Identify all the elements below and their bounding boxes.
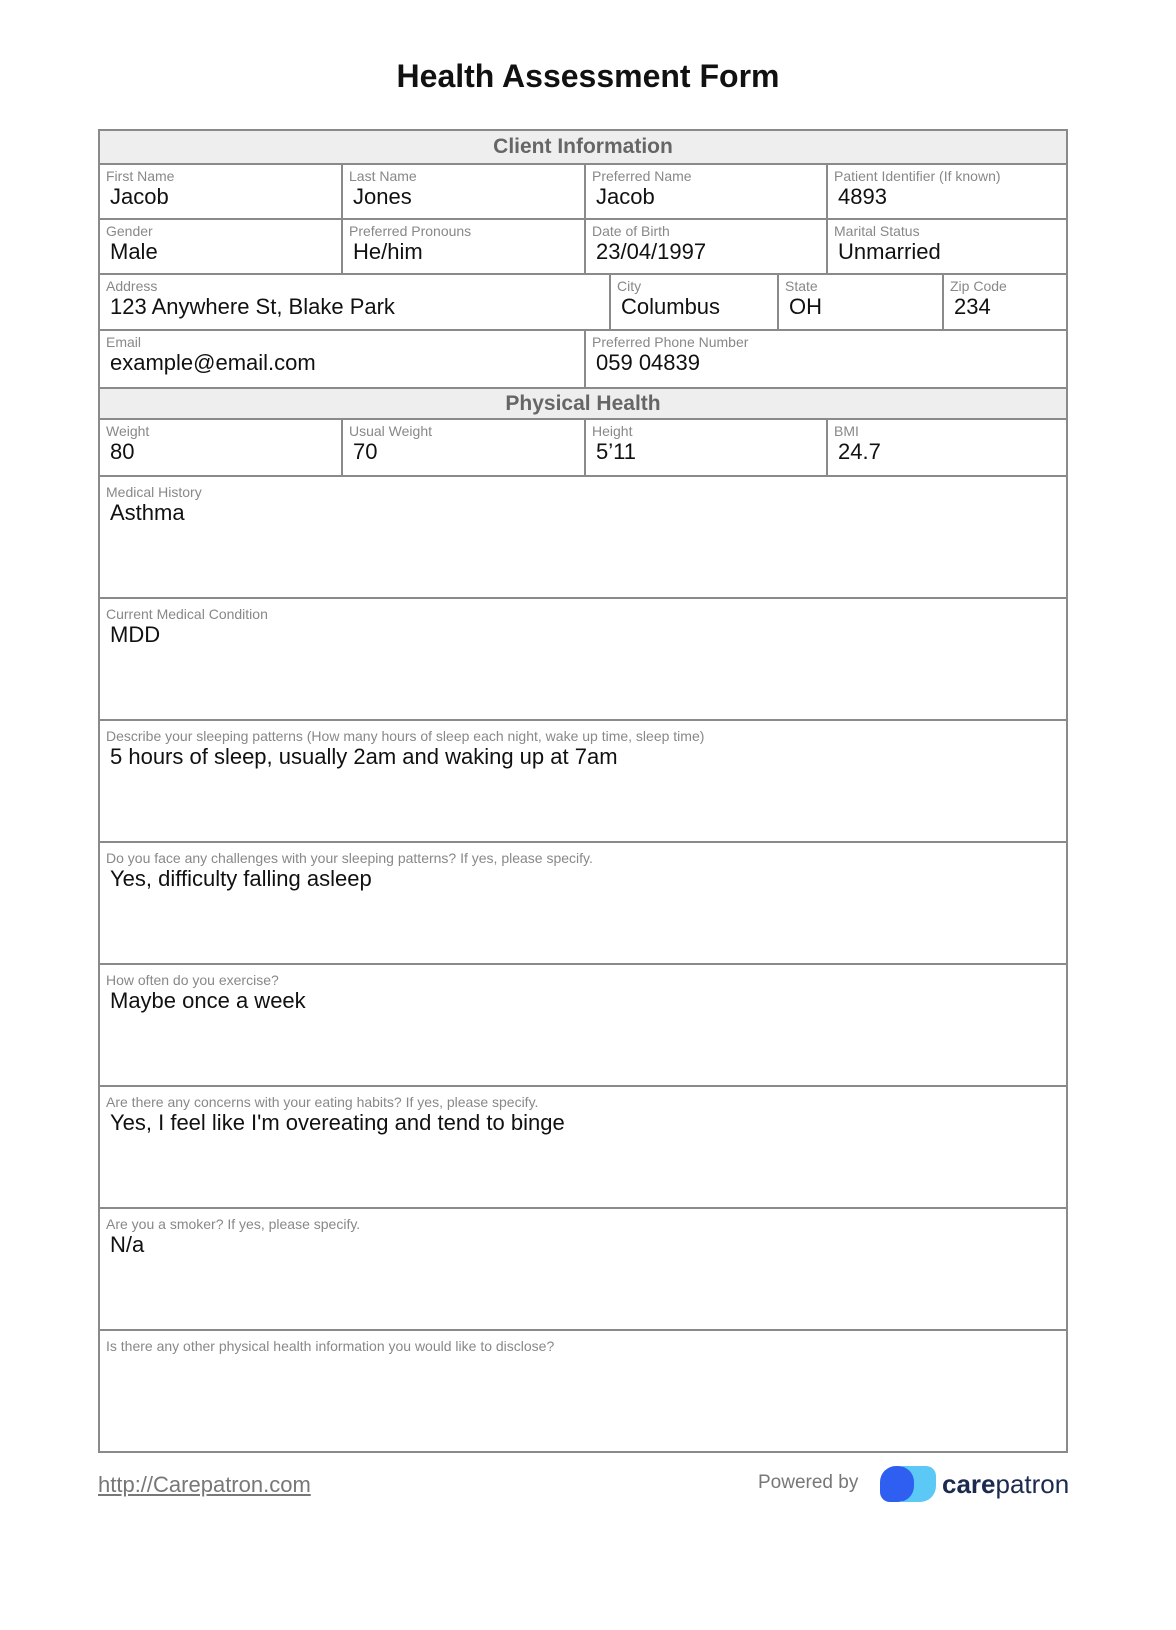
field-value: Maybe once a week	[110, 988, 306, 1013]
carepatron-logo-icon	[880, 1464, 936, 1504]
field-label: Usual Weight	[349, 423, 433, 439]
field-label: Date of Birth	[592, 223, 670, 239]
field-label: Height	[592, 423, 633, 439]
section-client-information: Client Information	[100, 131, 1066, 165]
field-value: Jacob	[110, 184, 169, 209]
field-label: Last Name	[349, 168, 417, 184]
field-label: Address	[106, 278, 158, 294]
field-value: 5’11	[596, 439, 636, 464]
field-value: OH	[789, 294, 822, 319]
field-label: Email	[106, 334, 142, 350]
carepatron-logo	[880, 1464, 1069, 1504]
field-value: Yes, I feel like I'm overeating and tend to binge	[110, 1110, 565, 1135]
field-label: Are you a smoker? If yes, please specify.	[106, 1216, 361, 1232]
field-label: State	[785, 278, 818, 294]
usual-weight-field[interactable]	[343, 420, 586, 475]
sleep-challenges-field[interactable]	[100, 843, 1066, 965]
field-value: Male	[110, 239, 158, 264]
field-value: 80	[110, 439, 135, 464]
form-row	[100, 220, 1066, 275]
patient-identifier-field[interactable]	[828, 165, 1066, 218]
form-row	[100, 165, 1066, 220]
height-field[interactable]	[586, 420, 828, 475]
carepatron-link[interactable]: http://Carepatron.com	[98, 1472, 311, 1497]
field-value: 5 hours of sleep, usually 2am and waking up at 7am	[110, 744, 618, 769]
field-value: N/a	[110, 1232, 145, 1257]
preferred-name-field[interactable]	[586, 165, 828, 218]
field-label: Weight	[106, 423, 150, 439]
field-label: Do you face any challenges with your sleeping patterns? If yes, please specify.	[106, 850, 593, 866]
field-label: Describe your sleeping patterns (How many hours of sleep each night, wake up time, sleep time)	[106, 728, 705, 744]
carepatron-wordmark	[942, 1469, 1069, 1500]
first-name-field[interactable]	[100, 165, 343, 218]
field-value: example@email.com	[110, 350, 316, 375]
field-value: Columbus	[621, 294, 721, 319]
weight-field[interactable]	[100, 420, 343, 475]
field-label: Current Medical Condition	[106, 606, 268, 622]
field-value: 234	[954, 294, 991, 319]
field-value: 23/04/1997	[596, 239, 707, 264]
health-assessment-form	[98, 129, 1068, 1453]
form-title: Health Assessment Form	[396, 58, 780, 94]
field-label: City	[617, 278, 642, 294]
field-label: Preferred Phone Number	[592, 334, 749, 350]
field-label: Marital Status	[834, 223, 920, 239]
zip-code-field[interactable]	[944, 275, 1066, 329]
form-row	[100, 420, 1066, 477]
eating-habits-field[interactable]	[100, 1087, 1066, 1209]
field-label: Are there any concerns with your eating habits? If yes, please specify.	[106, 1094, 539, 1110]
smoker-field[interactable]	[100, 1209, 1066, 1331]
sleeping-patterns-field[interactable]	[100, 721, 1066, 843]
medical-history-field[interactable]	[100, 477, 1066, 599]
state-field[interactable]	[779, 275, 944, 329]
field-value: Unmarried	[838, 239, 941, 264]
brand-bold: care	[942, 1468, 996, 1499]
brand-rest: patron	[995, 1468, 1070, 1499]
bmi-field[interactable]	[828, 420, 1066, 475]
field-value: 24.7	[838, 439, 881, 464]
last-name-field[interactable]	[343, 165, 586, 218]
field-value: 059 04839	[596, 350, 700, 375]
field-value: 70	[353, 439, 378, 464]
field-label: Patient Identifier (If known)	[834, 168, 1001, 184]
pronouns-field[interactable]	[343, 220, 586, 273]
form-row	[100, 331, 1066, 387]
powered-by-text: Powered by	[758, 1472, 859, 1493]
other-info-field[interactable]	[100, 1331, 1066, 1451]
field-label: Preferred Pronouns	[349, 223, 472, 239]
field-value: 123 Anywhere St, Blake Park	[110, 294, 395, 319]
exercise-field[interactable]	[100, 965, 1066, 1087]
field-label: Zip Code	[950, 278, 1007, 294]
field-value: Jacob	[596, 184, 655, 209]
field-value: He/him	[353, 239, 423, 264]
field-label: First Name	[106, 168, 175, 184]
city-field[interactable]	[611, 275, 779, 329]
date-of-birth-field[interactable]	[586, 220, 828, 273]
field-label: Gender	[106, 223, 153, 239]
form-row	[100, 275, 1066, 331]
email-field[interactable]	[100, 331, 586, 387]
phone-field[interactable]	[586, 331, 1066, 387]
field-value: Jones	[353, 184, 412, 209]
field-value: Yes, difficulty falling asleep	[110, 866, 372, 891]
field-label: BMI	[834, 423, 859, 439]
field-value: Asthma	[110, 500, 185, 525]
field-value: MDD	[110, 622, 161, 647]
field-label: Medical History	[106, 484, 202, 500]
field-label: Is there any other physical health information you would like to disclose?	[106, 1338, 555, 1354]
field-label: How often do you exercise?	[106, 972, 279, 988]
current-condition-field[interactable]	[100, 599, 1066, 721]
section-physical-health: Physical Health	[100, 387, 1066, 420]
marital-status-field[interactable]	[828, 220, 1066, 273]
gender-field[interactable]	[100, 220, 343, 273]
field-value: 4893	[838, 184, 887, 209]
field-label: Preferred Name	[592, 168, 692, 184]
address-field[interactable]	[100, 275, 611, 329]
